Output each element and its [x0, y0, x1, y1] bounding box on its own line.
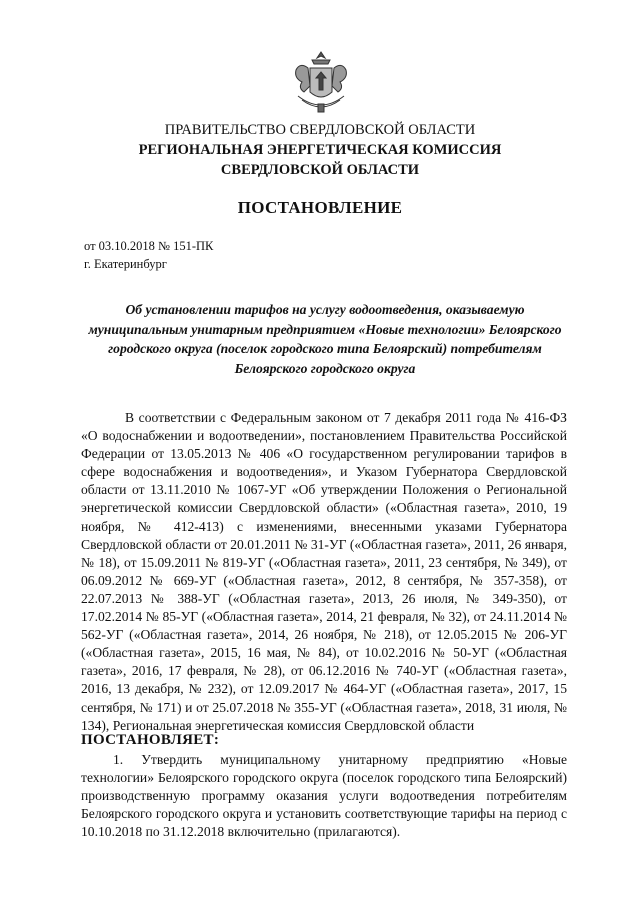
preamble-paragraph: В соответствии с Федеральным законом от 7 декабря 2011 года № 416-ФЗ «О водоснабжении и водоотведении», постановлением Правительства Российской Федерации от 13.05.2013 № 406 «О государственном регулировании тарифов в сфере водоснабжения и водоотведения», и Указом Губернатора Свердловской области от 13.11.2010 № 1067-УГ «Об утверждении Положения о Региональной энергетической комиссии Свердловской области» («Областная газета», 2010, 19 ноября, № 412-413) с изменениями, внесенными указами Губернатора Свердловской области от 20.01.2011 № 31-УГ («Областная газета», 2011, 26 января, № 18), от 15.09.2011 № 819-УГ («Областная газета», 2011, 23 сентября, № 349), от 06.09.2012 № 669-УГ («Областная газета», 2012, 8 сентября, № 357-358), от 22.07.2013 № 388-УГ («Областная газета», 2013, 26 июля, № 349-350), от 17.02.2014 № 85-УГ («Областная газета», 2014, 21 февраля, № 32), от 24.11.2014 № 562-УГ («Областная газета», 2014, 26 ноября, № 218), от 12.05.2015 № 206-УГ («Областная газета», 2015, 16 мая, № 84), от 10.02.2016 № 50-УГ («Областная газета», 2016, 17 февраля, № 28), от 06.12.2016 № 740-УГ («Областная газета», 2016, 13 декабря, № 232), от 12.09.2017 № 464-УГ («Областная газета», 2017, 15 сентября, № 171) и от 25.07.2018 № 355-УГ («Областная газета», 2018, 31 июля, № 134), Региональная энергетическая комиссия Свердловской области	[81, 410, 567, 733]
document-date-number: от 03.10.2018 № 151-ПК	[84, 239, 214, 253]
document-subject: Об установлении тарифов на услугу водоотведения, оказываемую муниципальным унитарным предприятием «Новые технологии» Белоярского городского округа (поселок городского типа Белоярский) потребителям Белоярского городского округа	[88, 302, 562, 376]
region-name: СВЕРДЛОВСКОЙ ОБЛАСТИ	[220, 162, 420, 178]
document-city: г. Екатеринбург	[84, 257, 167, 271]
government-name: ПРАВИТЕЛЬСТВО СВЕРДЛОВСКОЙ ОБЛАСТИ	[164, 122, 476, 138]
document-type-title: ПОСТАНОВЛЕНИЕ	[237, 198, 403, 217]
coat-of-arms-emblem	[290, 48, 352, 116]
decree-item-1: 1. Утвердить муниципальному унитарному предприятию «Новые технологии» Белоярского городского округа (поселок городского типа Белоярский) производственную программу оказания услуги водоотведения потребителям Белоярского городского округа и установить соответствующие тарифы на период с 10.10.2018 по 31.12.2018 включительно (прилагаются).	[81, 752, 567, 840]
commission-name: РЕГИОНАЛЬНАЯ ЭНЕРГЕТИЧЕСКАЯ КОМИССИЯ	[138, 142, 502, 158]
decree-heading: ПОСТАНОВЛЯЕТ:	[81, 732, 220, 748]
